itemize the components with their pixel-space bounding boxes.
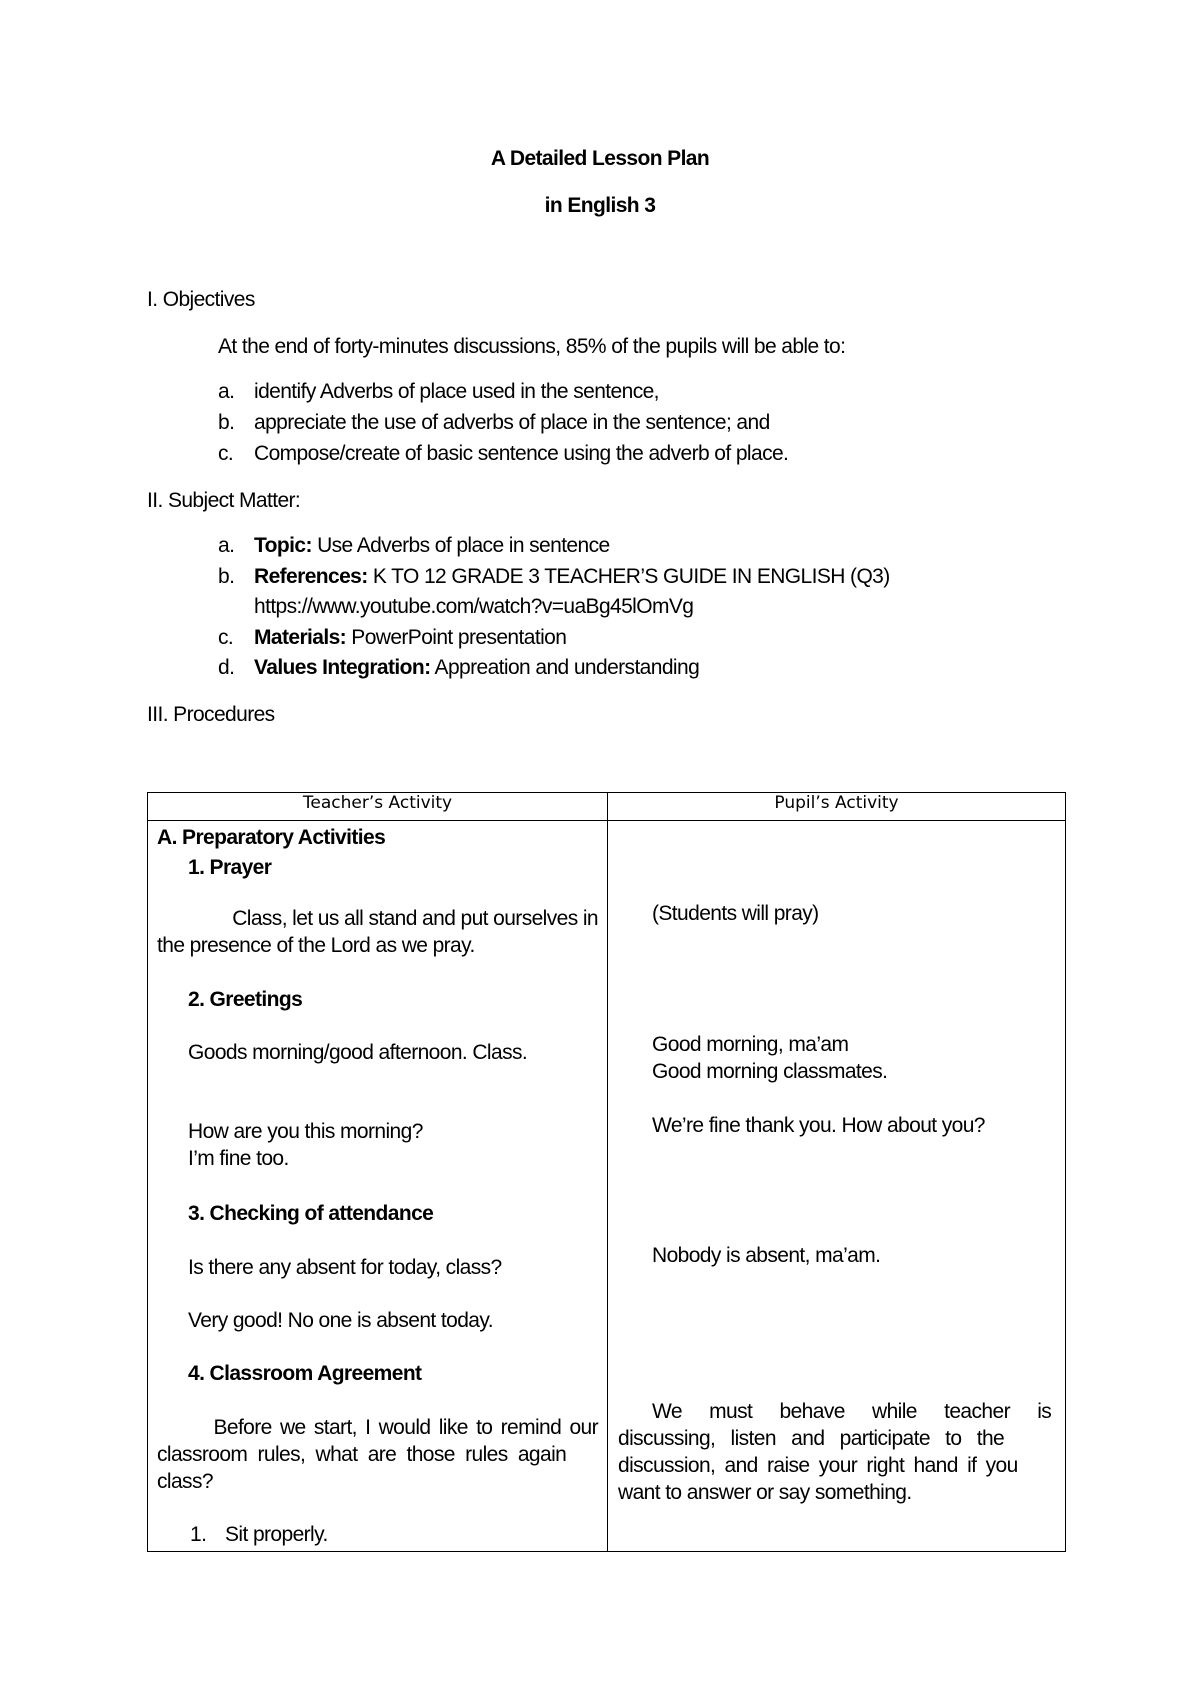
objective-item: appreciate the use of adverbs of place in the sentence; and — [254, 411, 770, 434]
subject-value: Use Adverbs of place in sentence — [311, 534, 610, 557]
very-good-text: Very good! No one is absent today. — [188, 1309, 493, 1332]
subject-item-references — [254, 565, 890, 589]
objective-item: Compose/create of basic sentence using the adverb of place. — [254, 442, 789, 465]
subject-label: Values Integration: — [254, 656, 431, 679]
fine-too-text: I’m fine too. — [188, 1147, 289, 1170]
subject-value: K TO 12 GRADE 3 TEACHER’S GUIDE IN ENGLISH (Q3) — [367, 565, 890, 588]
greetings-heading: 2. Greetings — [188, 988, 303, 1011]
rule-item: Sit properly. — [225, 1523, 328, 1546]
activity-table — [147, 792, 1066, 1552]
agreement-heading: 4. Classroom Agreement — [188, 1362, 422, 1385]
subject-item-topic — [254, 534, 610, 558]
objectives-intro: At the end of forty-minutes discussions, 85% of the pupils will be able to: — [218, 335, 846, 358]
table-header-row — [148, 793, 1066, 821]
pupil-response: We’re fine thank you. How about you? — [652, 1114, 985, 1137]
pupil-response: want to answer or say something. — [618, 1481, 912, 1504]
agreement-line: class? — [157, 1470, 213, 1493]
subject-marker: c. — [218, 626, 234, 649]
pupil-response: We must behave while teacher is — [652, 1400, 1052, 1423]
prayer-line: Class, let us all stand and put ourselves in — [232, 907, 598, 930]
subject-marker: a. — [218, 534, 235, 557]
subject-item-values — [254, 656, 699, 680]
pupil-response: discussion, and raise your right hand if you — [618, 1454, 1018, 1477]
subject-marker: d. — [218, 656, 235, 679]
greeting-text: Goods morning/good afternoon. Class. — [188, 1041, 528, 1064]
objectives-heading: I. Objectives — [147, 288, 255, 311]
objective-marker: a. — [218, 380, 235, 403]
teacher-activity-header: Teacher’s Activity — [148, 793, 608, 821]
table-row — [148, 821, 1066, 1552]
prayer-heading: 1. Prayer — [188, 856, 272, 879]
attendance-heading: 3. Checking of attendance — [188, 1202, 434, 1225]
document-title: A Detailed Lesson Plan — [490, 147, 710, 170]
absent-question: Is there any absent for today, class? — [188, 1256, 502, 1279]
objective-item: identify Adverbs of place used in the sentence, — [254, 380, 659, 403]
pupil-response: discussing, listen and participate to the — [618, 1427, 1005, 1450]
subject-label: Topic: — [254, 534, 312, 557]
subject-value: Appreation and understanding — [430, 656, 700, 679]
pupil-response: (Students will pray) — [652, 902, 819, 925]
subject-item-materials — [254, 626, 566, 650]
subject-value: PowerPoint presentation — [346, 626, 567, 649]
rule-marker: 1. — [190, 1523, 207, 1546]
how-are-you-text: How are you this morning? — [188, 1120, 423, 1143]
subject-label: References: — [254, 565, 368, 588]
objective-marker: c. — [218, 442, 234, 465]
pupil-response: Good morning, ma’am — [652, 1033, 849, 1056]
subject-matter-heading: II. Subject Matter: — [147, 489, 301, 512]
agreement-line: Before we start, I would like to remind our — [213, 1416, 598, 1439]
reference-url[interactable]: https://www.youtube.com/watch?v=uaBg45lOmVg — [254, 595, 694, 618]
prayer-line: the presence of the Lord as we pray. — [157, 934, 475, 957]
subject-label: Materials: — [254, 626, 347, 649]
subject-marker: b. — [218, 565, 235, 588]
objective-marker: b. — [218, 411, 235, 434]
pupil-response: Nobody is absent, ma’am. — [652, 1244, 881, 1267]
section-heading: A. Preparatory Activities — [157, 826, 386, 849]
agreement-line: classroom rules, what are those rules again — [157, 1443, 567, 1466]
pupil-response: Good morning classmates. — [652, 1060, 888, 1083]
pupil-activity-cell — [608, 821, 1066, 1552]
document-subtitle: in English 3 — [544, 194, 656, 217]
procedures-heading: III. Procedures — [147, 703, 275, 726]
teacher-activity-cell — [148, 821, 608, 1552]
pupil-activity-header: Pupil’s Activity — [608, 793, 1066, 821]
